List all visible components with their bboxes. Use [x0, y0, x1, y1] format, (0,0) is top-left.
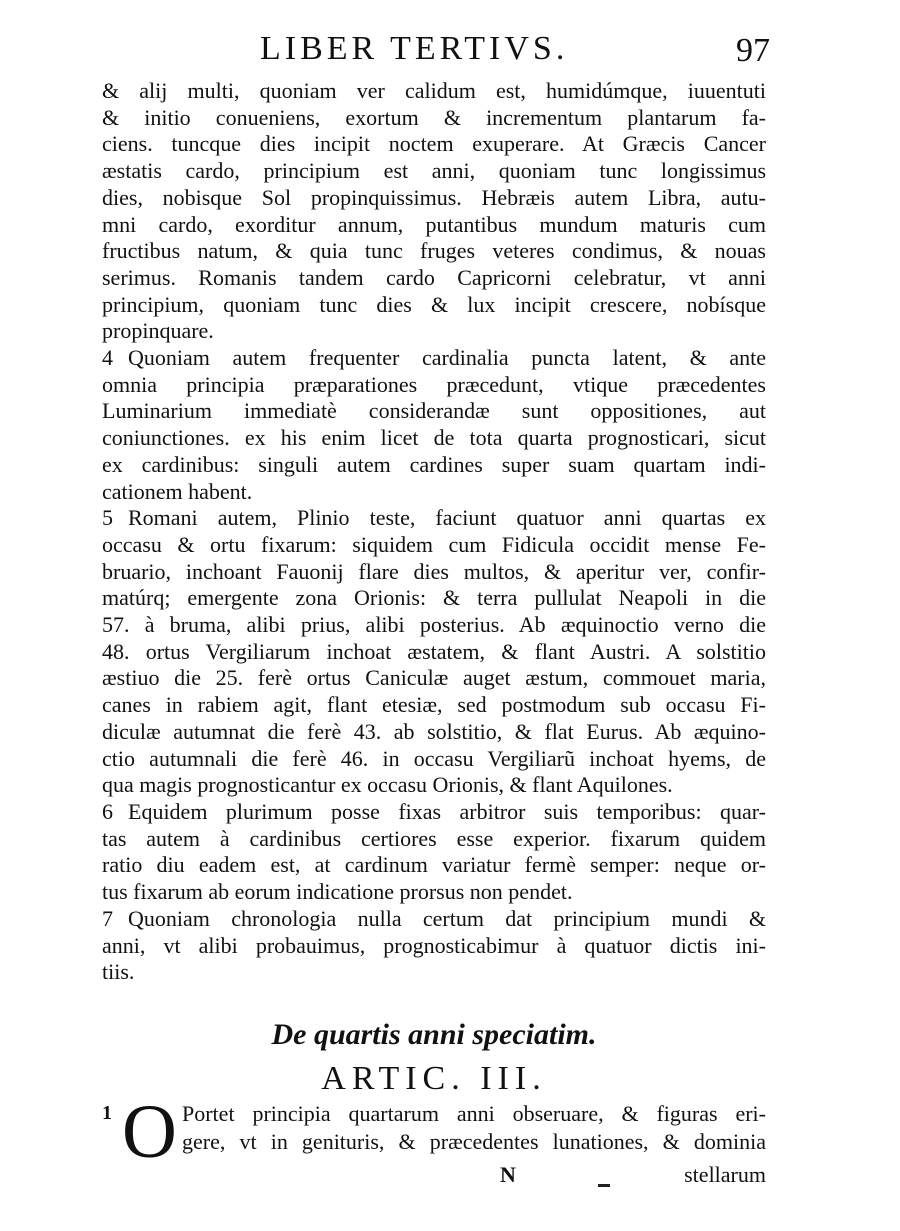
text-line: [102, 185, 766, 212]
text-line: [102, 585, 766, 612]
line-text: Equidem plurimum posse fixas arbitror suis temporibus: quar-: [128, 798, 766, 824]
line-text: ratio diu eadem est, at cardinum variatur fermè semper: neque or-: [102, 852, 766, 878]
line-text: 48. ortus Vergiliarum inchoat æstatem, & flant Austri. A solstitio: [102, 638, 766, 664]
line-text: matúrq; emergente zona Orionis: & terra pullulat Neapoli in die: [102, 585, 766, 611]
text-line: [102, 318, 766, 345]
line-text: omnia principia præparationes præcedunt, vtique præcedentes: [102, 371, 766, 397]
text-line: [102, 479, 766, 506]
article-lines: [182, 1100, 766, 1156]
text-line: [102, 799, 766, 826]
line-text: Quoniam autem frequenter cardinalia puncta latent, & ante: [128, 345, 766, 371]
text-line: [102, 612, 766, 639]
text-line: [102, 532, 766, 559]
drop-cap: O: [122, 1090, 177, 1174]
line-text: bruario, inchoant Fauonij flare dies multos, & aperitur ver, confir-: [102, 558, 766, 584]
line-text: propinquare.: [102, 318, 214, 344]
section-title: De quartis anni speciatim.: [271, 1018, 597, 1051]
catchword: stellarum: [684, 1162, 766, 1187]
line-text: æstatis cardo, principium est anni, quoniam tunc longissimus: [102, 158, 766, 184]
line-text: & alij multi, quoniam ver calidum est, humidúmque, iuuentuti: [102, 78, 766, 103]
text-line: [102, 158, 766, 185]
text-line: [102, 131, 766, 158]
line-text: ciens. tuncque dies incipit noctem exuperare. At Græcis Cancer: [102, 131, 766, 157]
paragraph-number: 1: [102, 1102, 112, 1124]
text-line: [102, 212, 766, 239]
body-text: [102, 78, 766, 986]
text-line: [102, 826, 766, 853]
running-title: LIBER TERTIVS.: [260, 30, 569, 67]
line-text: canes in rabiem agit, flant etesiæ, sed postmodum sub occasu Fi-: [102, 692, 766, 718]
line-text: 57. à bruma, alibi prius, alibi posterius. Ab æquinoctio verno die: [102, 612, 766, 638]
line-text: & initio conueniens, exortum & incrementum plantarum fa-: [102, 104, 766, 130]
line-text: ctio autumnali die ferè 46. in occasu Vergiliarũ inchoat hyems, de: [102, 745, 766, 771]
text-line: [102, 719, 766, 746]
line-text: diculæ autumnat die ferè 43. ab solstitio, & flat Eurus. Ab æquino-: [102, 718, 766, 744]
line-text: ex cardinibus: singuli autem cardines super suam quartam indi-: [102, 451, 766, 477]
text-line: [102, 452, 766, 479]
text-line: [102, 906, 766, 933]
text-line: [102, 559, 766, 586]
paragraph-number: 4: [102, 345, 113, 371]
text-line: [102, 639, 766, 666]
page-number: 97: [736, 32, 770, 69]
line-text: Romani autem, Plinio teste, faciunt quatuor anni quartas ex: [128, 505, 766, 531]
text-line: [102, 772, 766, 799]
line-text: occasu & ortu fixarum: siquidem cum Fidicula occidit mense Fe-: [102, 531, 766, 557]
text-line: [102, 398, 766, 425]
line-text: Luminarium immediatè considerandæ sunt oppositiones, aut: [102, 398, 766, 424]
text-line: [102, 105, 766, 132]
article-number: ARTIC. III.: [321, 1060, 547, 1097]
text-line: [102, 692, 766, 719]
paragraph-number: 5: [102, 505, 113, 531]
text-line: [102, 505, 766, 532]
text-line: [102, 372, 766, 399]
text-line: [102, 238, 766, 265]
text-line: [102, 425, 766, 452]
text-line: [102, 746, 766, 773]
line-text: tus fixarum ab eorum indicatione prorsus non pendet.: [102, 879, 573, 905]
line-text: serimus. Romanis tandem cardo Capricorni celebratur, vt anni: [102, 264, 766, 290]
text-line: gere, vt in genituris, & præcedentes lunationes, & dominia: [182, 1129, 766, 1154]
paragraph-number: 6: [102, 798, 113, 824]
line-text: Quoniam chronologia nulla certum dat principium mundi &: [128, 905, 766, 931]
text-line: [102, 879, 766, 906]
page-footer: [102, 1162, 766, 1194]
text-line: [102, 265, 766, 292]
text-line: [102, 78, 766, 105]
paragraph-number: 7: [102, 905, 113, 931]
line-text: fructibus natum, & quia tunc fruges veteres condimus, & nouas: [102, 238, 766, 264]
text-line: [102, 345, 766, 372]
ink-mark: [598, 1184, 610, 1187]
text-line: [102, 852, 766, 879]
line-text: qua magis prognosticantur ex occasu Orionis, & flant Aquilones.: [102, 772, 673, 798]
line-text: coniunctiones. ex his enim licet de tota quarta prognosticari, sicut: [102, 425, 766, 451]
signature-mark: N: [500, 1162, 516, 1187]
text-line: Portet principia quartarum anni obseruare, & figuras eri-: [182, 1101, 766, 1126]
text-line: [102, 959, 766, 986]
line-text: æstiuo die 25. ferè ortus Caniculæ auget æstum, commouet maria,: [102, 665, 766, 691]
page-header: [100, 30, 770, 74]
text-line: [102, 292, 766, 319]
line-text: principium, quoniam tunc dies & lux incipit crescere, nobísque: [102, 291, 766, 317]
text-line: [102, 665, 766, 692]
line-text: tas autem à cardinibus certiores esse experior. fixarum quidem: [102, 825, 766, 851]
line-text: cationem habent.: [102, 478, 253, 504]
line-text: anni, vt alibi probauimus, prognosticabimur à quatuor dictis ini-: [102, 932, 766, 958]
line-text: tiis.: [102, 959, 135, 985]
line-text: dies, nobisque Sol propinquissimus. Hebræis autem Libra, autu-: [102, 184, 766, 210]
text-line: [102, 933, 766, 960]
line-text: mni cardo, exorditur annum, putantibus mundum maturis cum: [102, 211, 766, 237]
